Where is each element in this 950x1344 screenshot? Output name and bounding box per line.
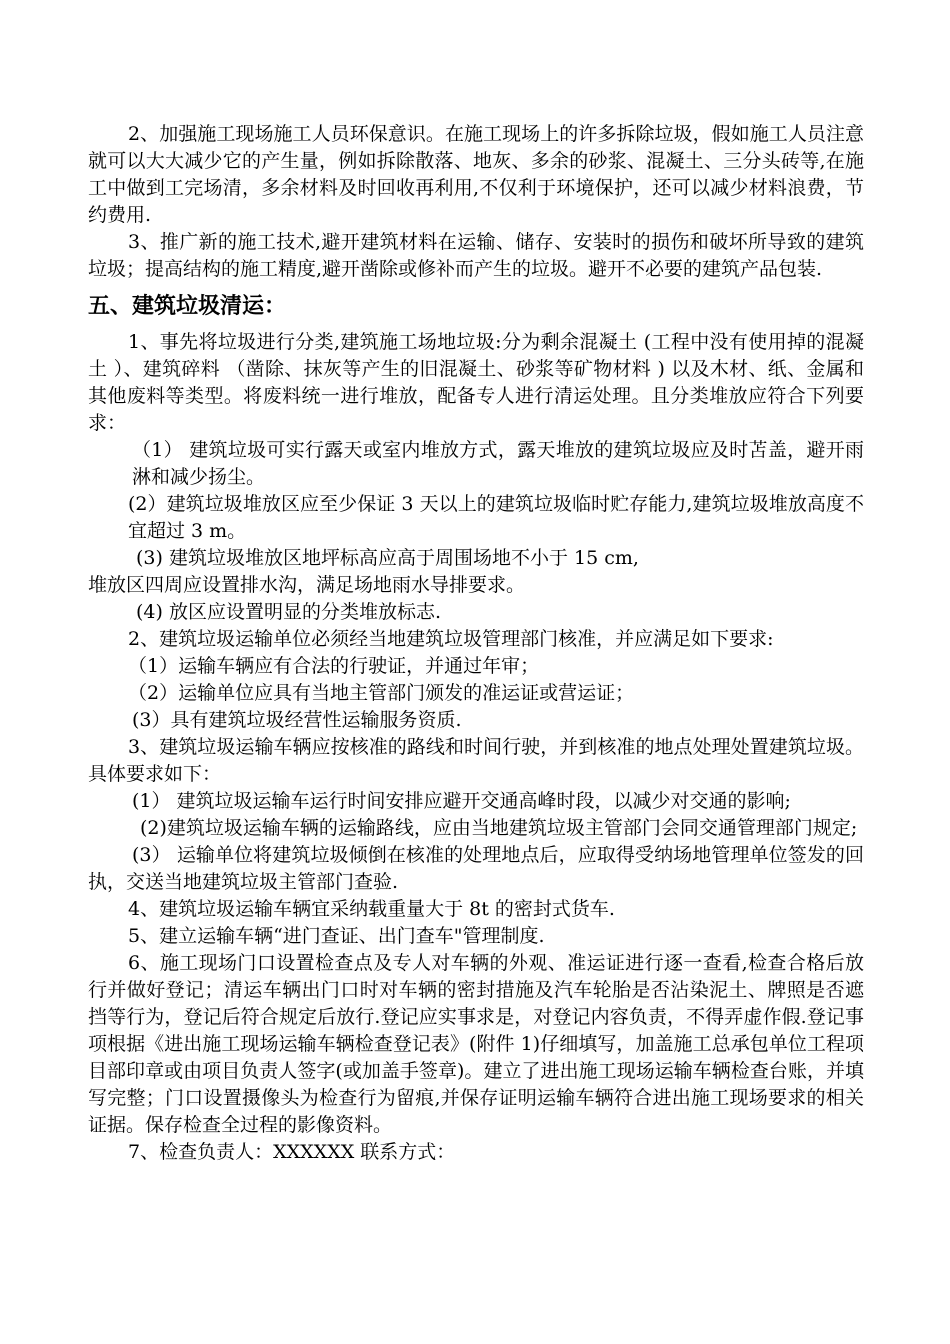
paragraph-route-req-1: (1） 建筑垃圾运输车运行时间安排应避开交通高峰时段，以减少对交通的影响; <box>132 790 791 812</box>
paragraph-storage-rule-3: (3) 建筑垃圾堆放区地坪标高应高于周围场地不小于 15 cm, <box>136 547 639 569</box>
paragraph-route-req-3: (3） 运输单位将建筑垃圾倾倒在核准的处理地点后，应取得受纳场地管理单位签发的回执，交送当地建筑垃圾主管部门查验. <box>88 844 864 893</box>
paragraph-awareness: 2、加强施工现场施工人员环保意识。在施工现场上的许多拆除垃圾，假如施工人员注意就可以大大减少它的产生量，例如拆除散落、地灰、多余的砂浆、混凝土、三分头砖等,在施工中做到工完场清，多余材料及时回收再利用,不仅利于环境保护，还可以减少材料浪费，节约费用. <box>88 123 864 226</box>
paragraph-storage-rule-2: (2）建筑垃圾堆放区应至少保证 3 天以上的建筑垃圾临时贮存能力,建筑垃圾堆放高度不宜超过 3 m。 <box>128 493 864 542</box>
section-heading: 五、建筑垃圾清运： <box>88 294 287 319</box>
paragraph-storage-rule-3-cont: 堆放区四周应设置排水沟，满足场地雨水导排要求。 <box>88 574 526 596</box>
paragraph-transport-unit: 2、建筑垃圾运输单位必须经当地建筑垃圾管理部门核准，并应满足如下要求: <box>128 628 774 650</box>
paragraph-new-technology: 3、推广新的施工技术,避开建筑材料在运输、储存、安装时的损伤和破坏所导致的建筑垃圾；提高结构的施工精度,避开凿除或修补而产生的垃圾。避开不必要的建筑产品包装. <box>88 231 864 280</box>
paragraph-vehicle-type: 4、建筑垃圾运输车辆宜采纳载重量大于 8t 的密封式货车. <box>128 898 615 920</box>
paragraph-route-req-2: (2)建筑垃圾运输车辆的运输路线，应由当地建筑垃圾主管部门会同交通管理部门规定; <box>140 817 858 839</box>
paragraph-route: 3、建筑垃圾运输车辆应按核准的路线和时间行驶，并到核准的地点处理处置建筑垃圾。具体要求如下： <box>88 736 864 785</box>
paragraph-inspection-system: 5、建立运输车辆“进门查证、出门查车"管理制度. <box>128 925 545 947</box>
paragraph-checkpoint: 6、施工现场门口设置检查点及专人对车辆的外观、准运证进行逐一查看,检查合格后放行并做好登记；清运车辆出门口时对车辆的密封措施及汽车轮胎是否沾染泥土、牌照是否遮挡等行为，登记后符合规定后放行.登记应实事求是，对登记内容负责，不得弄虚作假.登记事项根据《进出施工现场运输车辆检查登记表》(附件 1)仔细填写，加盖施工总承包单位工程项目部印章或由项目负责人签字(或加盖手签章)。建立了进出施工现场运输车辆检查台账，并填写完整；门口设置摄像头为检查行为留痕,并保存证明运输车辆符合进出施工现场要求的相关证据。保存检查全过程的影像资料。 <box>88 952 864 1136</box>
paragraph-transport-req-3: (3）具有建筑垃圾经营性运输服务资质. <box>132 709 462 731</box>
paragraph-storage-rule-4: (4) 放区应设置明显的分类堆放标志. <box>136 601 441 623</box>
paragraph-transport-req-1: （1）运输车辆应有合法的行驶证，并通过年审； <box>128 655 540 677</box>
paragraph-contact: 7、检查负责人：XXXXXX 联系方式： <box>128 1141 456 1163</box>
paragraph-transport-req-2: （2）运输单位应具有当地主管部门颁发的准运证或营运证； <box>128 682 635 704</box>
paragraph-storage-rule-1: （1） 建筑垃圾可实行露天或室内堆放方式，露天堆放的建筑垃圾应及时苫盖，避开雨淋和减少扬尘。 <box>132 439 864 488</box>
paragraph-sorting: 1、事先将垃圾进行分类,建筑施工场地垃圾:分为剩余混凝土 (工程中没有使用掉的混凝土 ）、建筑碎料 （凿除、抹灰等产生的旧混凝土、砂浆等矿物材料 ) 以及木材、纸、金属和其他废料等类型。将废料统一进行堆放，配备专人进行清运处理。且分类堆放应符合下列要求： <box>88 331 864 434</box>
document-body <box>88 121 864 1166</box>
